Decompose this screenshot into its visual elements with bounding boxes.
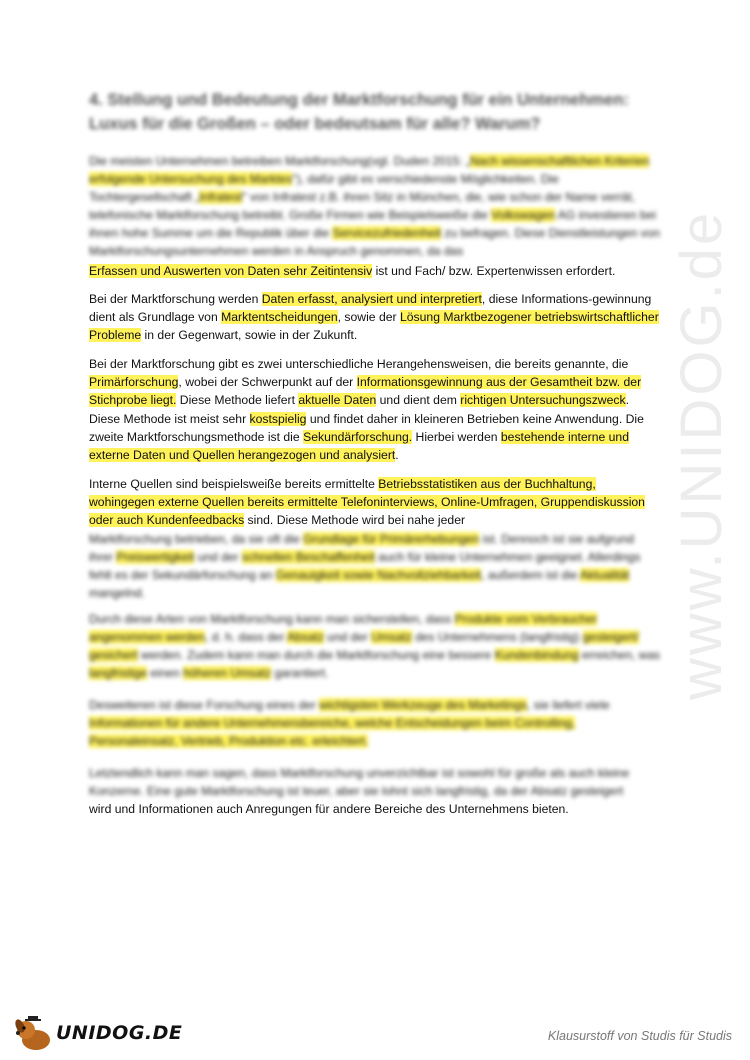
paragraph-sources: [89, 475, 661, 602]
blurred-text: [89, 152, 661, 260]
highlighted-phrase: Informationen für andere Unternehmensbereiche, welche Entscheidungen beim Controlling, Personaleinsatz, Vertrieb, Produktion etc. erleichtert.: [89, 716, 576, 748]
highlighted-phrase: Absatz: [287, 630, 324, 644]
highlighted-phrase: Volkswagen: [491, 208, 556, 222]
text-run: garantiert.: [271, 666, 329, 680]
text-run: auch für kleine Unternehmen geeignet. Allerdings fehlt es der Sekundärforschung an: [89, 549, 641, 582]
text-run: und der: [323, 630, 372, 644]
text-run: Hierbei werden: [412, 429, 501, 444]
text-run: Bei der Marktforschung werden: [89, 292, 262, 306]
highlighted-phrase: höheren Umsatz: [183, 666, 272, 680]
highlighted-phrase: Nach wissenschaftlichen Kriterien erfolgende Untersuchung des Marktes: [89, 154, 650, 186]
paragraph-conclusion: [89, 764, 661, 818]
highlighted-phrase: Marktentscheidungen: [221, 310, 338, 325]
text-run: des Unternehmens (langfristig): [411, 630, 583, 644]
text-run: , diese Informations-gewinnung dient als Grundlage von: [89, 292, 652, 325]
highlighted-phrase: Primärforschung: [89, 375, 179, 390]
blurred-text: [89, 764, 661, 800]
highlighted-phrase: Servicezufriedenheit: [332, 226, 442, 240]
text-run: Marktforschung betrieben, da sie oft die: [89, 531, 304, 546]
text-run: .: [395, 448, 399, 463]
blurred-text: [89, 530, 661, 602]
text-run: sind. Diese Methode wird bei nahe jeder: [244, 513, 466, 528]
watermark: www.UNIDOG.de: [669, 209, 734, 700]
paragraph-intro: [89, 152, 661, 280]
unidog-logo[interactable]: [12, 1014, 183, 1054]
highlighted-phrase: bestehende interne und externe Daten und Quellen herangezogen und analysiert: [89, 429, 629, 463]
text-run: . Diese Methode ist meist sehr: [89, 393, 629, 426]
conclusion-last-line: wird und Informationen auch Anregungen für andere Bereiche des Unternehmens bieten.: [89, 802, 569, 816]
highlighted-phrase: Aktualität: [579, 567, 630, 582]
highlighted-phrase: richtigen Untersuchungszweck: [460, 393, 626, 408]
highlighted-phrase: aktuelle Daten: [298, 393, 377, 408]
highlighted-phrase: kostspielig: [249, 411, 307, 426]
text-run: , wobei der Schwerpunkt auf der: [178, 375, 357, 390]
highlighted-phrase: Grundlage für Primärerhebungen: [303, 531, 480, 546]
highlighted-phrase: schnellen Beschaffenheit: [241, 549, 375, 564]
paragraph-definition: [89, 290, 661, 345]
highlighted-phrase: Informationsgewinnung aus der Gesamtheit bzw. der Stichprobe liegt.: [89, 375, 642, 408]
text-run: einen: [147, 666, 184, 680]
paragraph-benefits: [89, 610, 661, 682]
text-run: Diese Methode liefert: [176, 393, 299, 408]
text-run: "), dafür gibt es verschiedenste Möglichkeiten. Die Tochtergesellschaft „: [89, 172, 559, 204]
text-run: erreichen, was: [578, 648, 661, 662]
paragraph-methods: [89, 355, 661, 464]
text-run: , sowie der: [337, 310, 400, 325]
highlighted-phrase: Infratest: [199, 190, 243, 204]
text-run: Desweiteren ist diese Forschung eines der: [89, 698, 320, 712]
highlighted-phrase: wichtigsten Werkzeuge des Marketings: [319, 698, 527, 712]
highlighted-phrase: Betriebsstatistiken aus der Buchhaltung, wohingegen externe Quellen bereits ermittelte Telefoninterviews, Online-Umfragen, Gruppendiskussion oder auch Kundenfeedbacks: [89, 477, 645, 528]
text-run: ist und Fach/ bzw. Expertenwissen erfordert.: [372, 264, 616, 278]
text-run: , außerdem ist die: [481, 567, 580, 582]
highlighted-phrase: Sekundärforschung.: [303, 429, 413, 444]
text-run: " von Infratest z.B. ihren Sitz in München, die, wie schon der Name verrät, telefonische Marktforschung betreibt. Große Firmen wie Beispielsweiße die: [89, 190, 635, 222]
text-run: und findet daher in kleineren Betrieben keine Anwendung. Die zweite Marktforschungsmethode ist die: [89, 411, 644, 444]
text-run: mangelnd.: [89, 585, 146, 600]
text-run: zu befragen. Diese Dienstleistungen von Marktforschungsunternehmen werden in Anspruch genommen, da das: [89, 226, 661, 258]
highlighted-phrase: Daten erfasst, analysiert und interpretiert: [261, 292, 482, 306]
footer-slogan: Klausurstoff von Studis für Studis: [547, 1029, 732, 1043]
highlighted-phrase: langfristige: [89, 666, 148, 680]
document-title: 4. Stellung und Bedeutung der Marktforschung für ein Unternehmen: Luxus für die Großen – oder bedeutsam für alle? Warum?: [89, 91, 629, 133]
text-run: und der: [194, 549, 242, 564]
highlighted-phrase: Kundenbindung: [494, 648, 579, 662]
text-run: und dient dem: [376, 393, 461, 408]
dog-mascot-icon: [12, 1014, 56, 1054]
text-run: werden. Zudem kann man durch die Marktforschung eine bessere: [137, 648, 495, 662]
highlighted-phrase: gesteigert/ gesichert: [89, 630, 639, 662]
text-run: Bei der Marktforschung gibt es zwei unterschiedliche Herangehensweisen, die bereits genannte, die: [89, 357, 629, 371]
text-run: ist. Dennoch ist sie aufgrund ihrer: [89, 531, 634, 564]
text-run: in der Gegenwart, sowie in der Zukunft.: [141, 328, 358, 343]
text-run: Die meisten Unternehmen betreiben Marktforschung(vgl. Duden 2015: „: [89, 154, 470, 168]
highlighted-phrase: Genauigkeit sowie Nachvollziehbarkeit: [275, 567, 482, 582]
text-run: Durch diese Arten von Marktforschung kann man sicherstellen, dass: [89, 612, 455, 626]
text-run: Letztendlich kann man sagen, dass Marktforschung unverzichtbar ist sowohl für große als auch kleine Konzerne. Eine gute Marktforschung ist teuer, aber sie lohnt sich langfristig, da der Absatz gesteigert: [89, 766, 630, 798]
highlighted-phrase: Lösung Marktbezogener betriebswirtschaftlicher Probleme: [89, 310, 659, 343]
paragraph-sources-clear: [89, 475, 661, 530]
text-run: AG investieren bei ihnen hohe Summe um die Republik über die: [89, 208, 656, 240]
logo-text: UNIDOG.DE: [56, 1022, 183, 1044]
paragraph-marketing: [89, 696, 661, 750]
text-run: , d. h. dass der: [205, 630, 288, 644]
highlighted-phrase: Preiswertigkeit: [116, 549, 195, 564]
text-run: , sie liefert viele: [527, 698, 610, 712]
highlighted-phrase: Erfassen und Auswerten von Daten sehr Zeitintensiv: [89, 264, 373, 278]
text-run: Interne Quellen sind beispielsweiße bereits ermittelte: [89, 477, 379, 491]
highlighted-phrase: Umsatz: [371, 630, 412, 644]
highlighted-phrase: Produkte vom Verbraucher angenommen werden: [89, 612, 598, 644]
